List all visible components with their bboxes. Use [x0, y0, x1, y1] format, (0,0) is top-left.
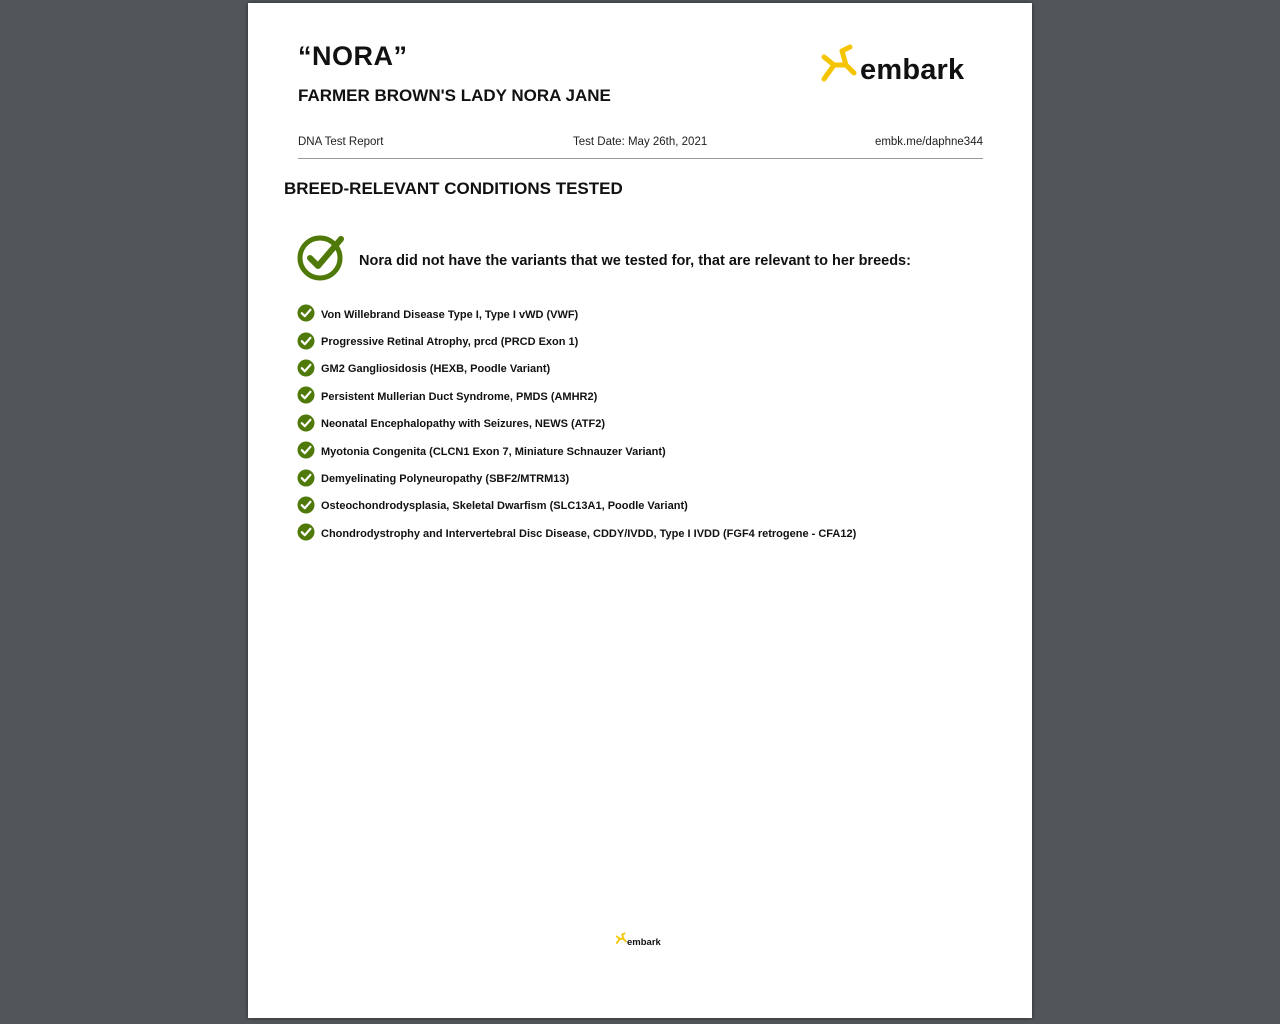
- profile-link[interactable]: embk.me/daphne344: [874, 136, 983, 148]
- dog-name: “NORA”: [298, 41, 408, 71]
- check-circle-icon: [297, 496, 315, 519]
- condition-label: Progressive Retinal Atrophy, prcd (PRCD Exon 1): [321, 336, 579, 349]
- check-circle-icon: [297, 469, 315, 492]
- condition-label: Persistent Mullerian Duct Syndrome, PMDS (AMHR2): [321, 390, 598, 403]
- footer-embark-logo-text: embark: [627, 937, 661, 948]
- footer-embark-logo: [615, 932, 661, 950]
- list-item: [297, 412, 856, 439]
- embark-logo-icon: [818, 43, 858, 90]
- embark-logo-text: embark: [860, 54, 965, 86]
- list-item: [297, 329, 856, 356]
- condition-label: Myotonia Congenita (CLCN1 Exon 7, Miniature Schnauzer Variant): [321, 445, 666, 458]
- report-type: DNA Test Report: [298, 136, 384, 148]
- condition-label: Chondrodystrophy and Intervertebral Disc Disease, CDDY/IVDD, Type I IVDD (FGF4 retrogene - CFA12): [321, 527, 857, 540]
- condition-label: GM2 Gangliosidosis (HEXB, Poodle Variant): [321, 363, 551, 376]
- conditions-list: [297, 302, 856, 549]
- list-item: [297, 302, 856, 329]
- check-circle-icon: [297, 359, 315, 382]
- list-item: [297, 357, 856, 384]
- condition-label: Osteochondrodysplasia, Skeletal Dwarfism (SLC13A1, Poodle Variant): [321, 500, 688, 513]
- check-circle-icon: [297, 441, 315, 464]
- section-title: BREED-RELEVANT CONDITIONS TESTED: [284, 179, 623, 198]
- footer-embark-logo-icon: [615, 932, 627, 950]
- header-divider: [298, 158, 983, 159]
- test-date: Test Date: May 26th, 2021: [573, 136, 708, 148]
- check-circle-icon: [297, 523, 315, 546]
- registered-name: FARMER BROWN'S LADY NORA JANE: [298, 86, 611, 105]
- summary-text: Nora did not have the variants that we tested for, that are relevant to her breeds:: [359, 252, 911, 269]
- check-circle-icon: [297, 386, 315, 409]
- check-circle-icon: [297, 304, 315, 327]
- list-item: [297, 521, 856, 548]
- list-item: [297, 439, 856, 466]
- condition-label: Von Willebrand Disease Type I, Type I vWD (VWF): [321, 308, 579, 321]
- check-circle-icon: [297, 414, 315, 437]
- large-check-circle-icon: [297, 233, 345, 286]
- condition-label: Neonatal Encephalopathy with Seizures, NEWS (ATF2): [321, 418, 606, 431]
- list-item: [297, 384, 856, 411]
- embark-logo: [818, 43, 964, 90]
- list-item: [297, 494, 856, 521]
- summary: [297, 233, 911, 286]
- list-item: [297, 466, 856, 493]
- condition-label: Demyelinating Polyneuropathy (SBF2/MTRM13): [321, 473, 570, 486]
- check-circle-icon: [297, 332, 315, 355]
- report-meta: [298, 136, 983, 156]
- report-page: [248, 3, 1032, 1018]
